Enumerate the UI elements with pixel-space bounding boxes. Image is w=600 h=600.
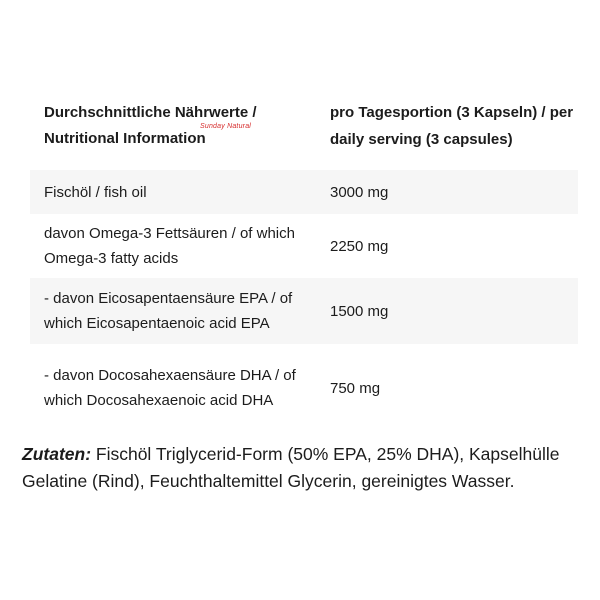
nutrient-name: Fischöl / fish oil [44, 183, 147, 201]
table-row [30, 214, 578, 278]
brand-watermark: Sunday Natural [200, 123, 252, 130]
nutrient-name: - davon Docosahexaensäure DHA / of which Docosahexaenoic acid DHA [44, 367, 296, 409]
table-row [30, 278, 578, 344]
nutrient-name: - davon Eicosapentaensäure EPA / of which Eicosapentaenoic acid EPA [44, 290, 293, 332]
header-cell-serving: pro Tagesportion (3 Kapseln) / per daily serving (3 capsules) [330, 104, 574, 148]
table-row [30, 170, 578, 214]
table-header-row [30, 82, 578, 170]
nutrient-value: 2250 mg [330, 237, 389, 255]
ingredients-label: Zutaten: [22, 444, 92, 464]
header-nutrients-text: Durchschnittliche Nährwerte / Nutritional Information [44, 104, 257, 147]
header-cell-nutrients [30, 100, 316, 152]
nutrient-value: 750 mg [330, 379, 381, 397]
nutrient-value: 1500 mg [330, 302, 389, 320]
nutrient-name: davon Omega-3 Fettsäuren / of which Omega-3 fatty acids [44, 225, 295, 267]
nutrient-value: 3000 mg [330, 183, 389, 201]
nutrition-table [30, 82, 578, 432]
table-row [30, 344, 578, 432]
ingredients-paragraph [22, 441, 582, 495]
ingredients-text: Fischöl Triglycerid-Form (50% EPA, 25% DHA), Kapselhülle Gelatine (Rind), Feuchthaltemittel Glycerin, gereinigtes Wasser. [22, 444, 560, 491]
